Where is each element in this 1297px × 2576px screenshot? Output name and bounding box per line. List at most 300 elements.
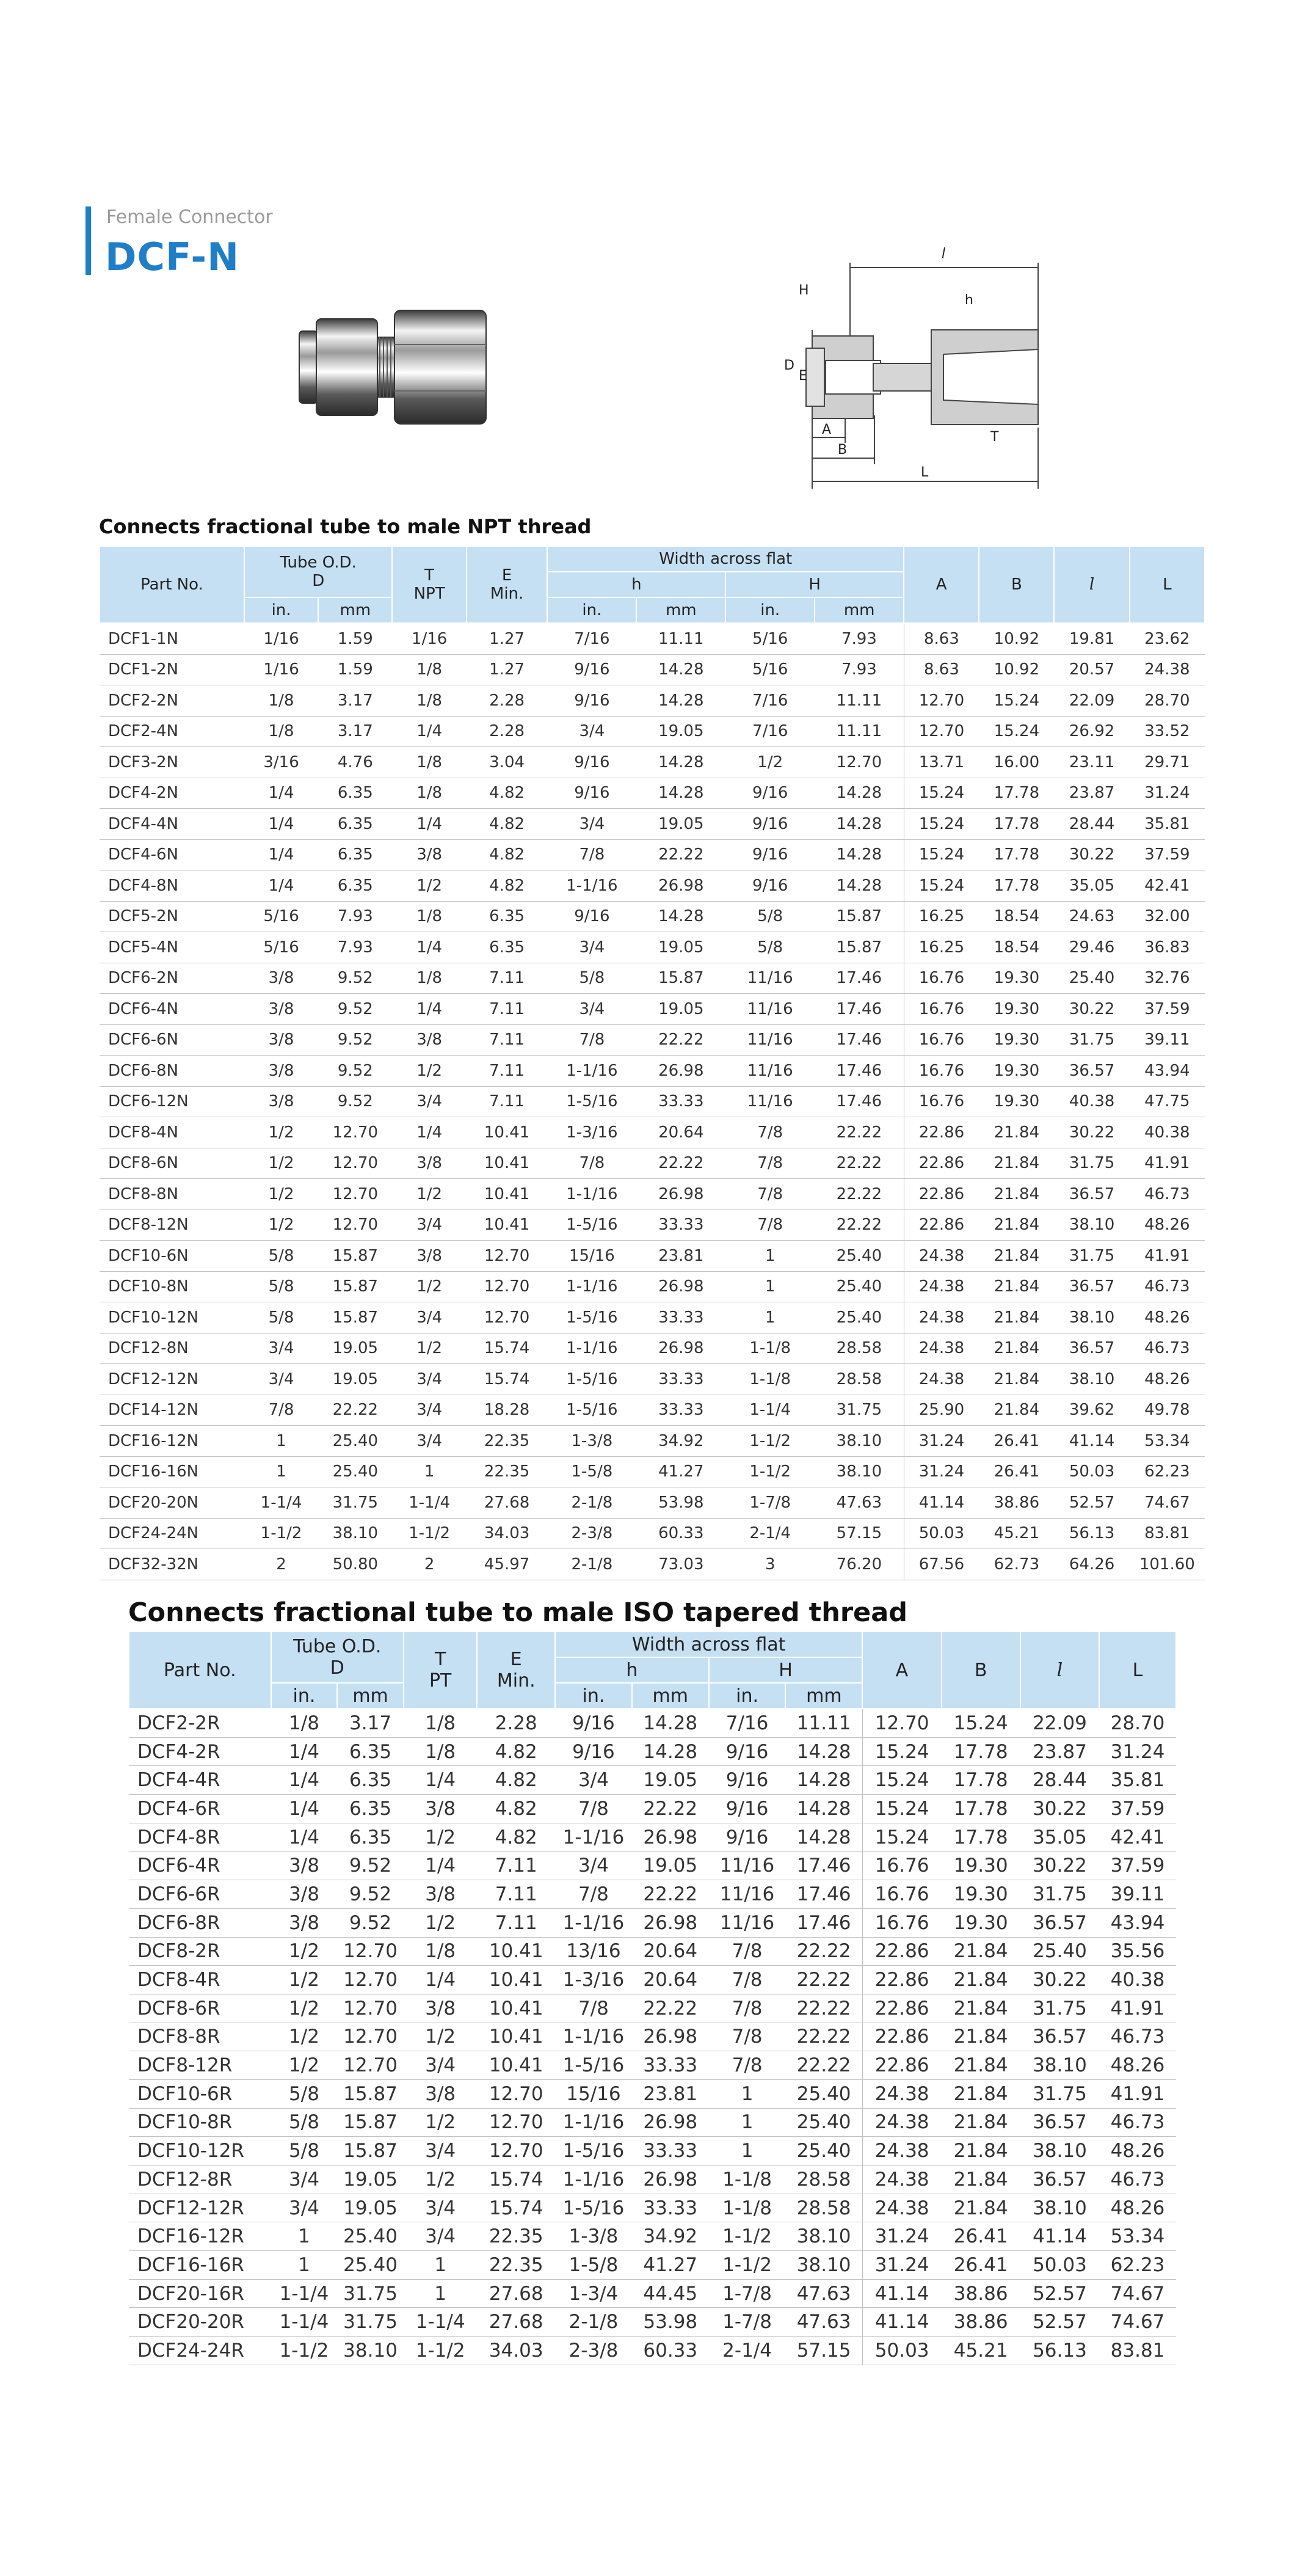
table-row bbox=[100, 1179, 1205, 1210]
table-cell: 23.11 bbox=[1054, 747, 1129, 778]
table-cell: 28.58 bbox=[815, 1364, 904, 1395]
table-cell: 20.64 bbox=[632, 1937, 709, 1966]
table-cell: 45.21 bbox=[942, 2337, 1020, 2365]
table-cell: 1-1/2 bbox=[271, 2337, 338, 2365]
table-cell: 19.05 bbox=[636, 932, 725, 963]
part-number-cell: DCF4-2R bbox=[129, 1737, 271, 1766]
table-cell: 1.59 bbox=[318, 623, 392, 654]
table-cell: 1/4 bbox=[244, 778, 318, 809]
table-cell: 5/16 bbox=[244, 901, 318, 932]
table-cell: 9/16 bbox=[725, 839, 815, 870]
table-cell: 26.41 bbox=[942, 2251, 1020, 2280]
table-cell: 22.86 bbox=[904, 1179, 979, 1210]
table-cell: 1.59 bbox=[318, 654, 392, 685]
table-cell: 38.10 bbox=[1020, 2194, 1099, 2222]
part-number-cell: DCF8-4R bbox=[129, 1966, 271, 1994]
table-cell: 14.28 bbox=[636, 901, 725, 932]
part-number-cell: DCF6-8N bbox=[100, 1056, 244, 1087]
header-width-across-flat: Width across flat bbox=[547, 546, 904, 572]
table-cell: 15.24 bbox=[862, 1795, 941, 1823]
table-cell: 23.87 bbox=[1020, 1737, 1099, 1766]
table-cell: 7/8 bbox=[547, 1148, 636, 1179]
table-cell: 15.87 bbox=[318, 1271, 392, 1302]
table-row bbox=[100, 1056, 1205, 1087]
table-cell: 38.10 bbox=[1054, 1210, 1129, 1241]
table-cell: 5/8 bbox=[271, 2137, 338, 2166]
table-cell: 19.05 bbox=[337, 2194, 404, 2222]
table-cell: 7/8 bbox=[709, 1966, 786, 1994]
table-cell: 25.40 bbox=[815, 1302, 904, 1334]
table-cell: 31.75 bbox=[815, 1395, 904, 1426]
table-cell: 19.05 bbox=[636, 994, 725, 1025]
table-cell: 10.41 bbox=[477, 2051, 555, 2080]
part-number-cell: DCF5-4N bbox=[100, 932, 244, 963]
table-cell: 39.11 bbox=[1099, 1880, 1176, 1909]
table-cell: 3.04 bbox=[467, 747, 548, 778]
table-cell: 7.11 bbox=[467, 963, 548, 994]
table-cell: 12.70 bbox=[337, 2023, 404, 2051]
header-tube-od: Tube O.D. D bbox=[244, 546, 393, 597]
table-cell: 62.73 bbox=[979, 1549, 1054, 1580]
table-cell: 53.98 bbox=[636, 1487, 725, 1519]
table-cell: 3/4 bbox=[271, 2194, 338, 2222]
table-cell: 12.70 bbox=[318, 1148, 392, 1179]
table-cell: 9/16 bbox=[555, 1709, 632, 1737]
table-cell: 11/16 bbox=[709, 1852, 786, 1880]
table-cell: 28.44 bbox=[1054, 809, 1129, 840]
table-cell: 15.24 bbox=[904, 870, 979, 902]
table-cell: 22.22 bbox=[815, 1179, 904, 1210]
table-cell: 2.28 bbox=[467, 685, 548, 717]
diagram-label-L: L bbox=[921, 465, 929, 480]
table-cell: 17.46 bbox=[815, 1086, 904, 1117]
table-cell: 28.70 bbox=[1099, 1709, 1176, 1737]
table-cell: 36.83 bbox=[1130, 932, 1205, 963]
table-cell: 1/2 bbox=[244, 1148, 318, 1179]
table-cell: 1 bbox=[404, 2251, 478, 2280]
table-cell: 76.20 bbox=[815, 1549, 904, 1580]
table-cell: 1-1/8 bbox=[725, 1364, 815, 1395]
table-cell: 28.58 bbox=[815, 1333, 904, 1364]
part-number-cell: DCF8-8N bbox=[100, 1179, 244, 1210]
table-cell: 48.26 bbox=[1130, 1364, 1205, 1395]
table-cell: 4.82 bbox=[477, 1766, 555, 1795]
table-cell: 1/4 bbox=[392, 716, 466, 747]
table-cell: 3/4 bbox=[555, 1766, 632, 1795]
table-cell: 4.82 bbox=[467, 809, 548, 840]
table-cell: 1/2 bbox=[404, 2166, 478, 2194]
table-cell: 41.27 bbox=[632, 2251, 709, 2280]
table-cell: 1 bbox=[271, 2222, 338, 2251]
part-number-cell: DCF4-4R bbox=[129, 1766, 271, 1795]
table-cell: 7.11 bbox=[477, 1852, 555, 1880]
table-cell: 23.62 bbox=[1130, 623, 1205, 654]
table-cell: 15.24 bbox=[979, 716, 1054, 747]
header-e-min: E Min. bbox=[477, 1632, 555, 1709]
table-cell: 22.22 bbox=[632, 1880, 709, 1909]
part-number-cell: DCF24-24R bbox=[129, 2337, 271, 2365]
table-cell: 7/16 bbox=[709, 1709, 786, 1737]
table-row bbox=[129, 1766, 1176, 1795]
title-accent-bar bbox=[85, 206, 91, 275]
table-cell: 1-1/16 bbox=[547, 1179, 636, 1210]
iso-spec-table bbox=[128, 1631, 1177, 2365]
table-cell: 74.67 bbox=[1130, 1487, 1205, 1519]
table-cell: 19.30 bbox=[979, 1086, 1054, 1117]
table-cell: 26.98 bbox=[632, 2108, 709, 2137]
table-cell: 30.22 bbox=[1020, 1852, 1099, 1880]
part-number-cell: DCF20-16R bbox=[129, 2279, 271, 2308]
table-cell: 38.10 bbox=[1054, 1364, 1129, 1395]
table-cell: 19.05 bbox=[632, 1766, 709, 1795]
table-cell: 1/4 bbox=[271, 1737, 338, 1766]
table-cell: 26.41 bbox=[942, 2222, 1020, 2251]
table-cell: 19.30 bbox=[942, 1908, 1020, 1937]
table-cell: 19.30 bbox=[942, 1852, 1020, 1880]
table-cell: 18.54 bbox=[979, 901, 1054, 932]
table-cell: 1/8 bbox=[392, 654, 466, 685]
table-cell: 38.10 bbox=[785, 2222, 862, 2251]
table-cell: 1-1/4 bbox=[404, 2308, 478, 2337]
table-cell: 1/4 bbox=[392, 994, 466, 1025]
table-row bbox=[129, 2251, 1176, 2280]
table-cell: 1/2 bbox=[404, 2023, 478, 2051]
table-row bbox=[129, 2023, 1176, 2051]
table-cell: 25.40 bbox=[1054, 963, 1129, 994]
table-row bbox=[100, 932, 1205, 963]
table-cell: 1-1/16 bbox=[547, 870, 636, 902]
table-cell: 16.76 bbox=[904, 1024, 979, 1056]
table-cell: 6.35 bbox=[318, 809, 392, 840]
table-cell: 1.27 bbox=[467, 623, 548, 654]
table-cell: 26.98 bbox=[636, 1179, 725, 1210]
table-cell: 6.35 bbox=[318, 839, 392, 870]
table-cell: 14.28 bbox=[632, 1709, 709, 1737]
table-cell: 48.26 bbox=[1130, 1210, 1205, 1241]
table-cell: 21.84 bbox=[979, 1302, 1054, 1334]
table-cell: 22.86 bbox=[862, 1966, 941, 1994]
table-cell: 47.63 bbox=[785, 2279, 862, 2308]
table-cell: 12.70 bbox=[467, 1271, 548, 1302]
table-cell: 30.22 bbox=[1020, 1966, 1099, 1994]
table-cell: 33.33 bbox=[636, 1364, 725, 1395]
table-cell: 62.23 bbox=[1099, 2251, 1176, 2280]
table-cell: 41.14 bbox=[904, 1487, 979, 1519]
table-cell: 15.24 bbox=[942, 1709, 1020, 1737]
table-cell: 22.22 bbox=[815, 1210, 904, 1241]
table-cell: 3/8 bbox=[404, 1880, 478, 1909]
part-number-cell: DCF3-2N bbox=[100, 747, 244, 778]
table-cell: 1-1/8 bbox=[709, 2166, 786, 2194]
table-row bbox=[129, 2337, 1176, 2365]
table-cell: 33.33 bbox=[636, 1210, 725, 1241]
table-cell: 31.24 bbox=[862, 2222, 941, 2251]
table-cell: 1-3/16 bbox=[555, 1966, 632, 1994]
part-number-cell: DCF12-8R bbox=[129, 2166, 271, 2194]
table-cell: 16.00 bbox=[979, 747, 1054, 778]
table-cell: 7.11 bbox=[467, 994, 548, 1025]
table-cell: 9/16 bbox=[725, 870, 815, 902]
dimension-diagram bbox=[769, 244, 1050, 495]
table-cell: 1/2 bbox=[244, 1210, 318, 1241]
table-cell: 22.09 bbox=[1054, 685, 1129, 717]
table-cell: 19.05 bbox=[318, 1333, 392, 1364]
table-cell: 1/4 bbox=[404, 1852, 478, 1880]
table-cell: 29.46 bbox=[1054, 932, 1129, 963]
table-cell: 5/16 bbox=[244, 932, 318, 963]
diagram-label-A: A bbox=[822, 422, 832, 437]
table-cell: 36.57 bbox=[1054, 1056, 1129, 1087]
table-cell: 17.46 bbox=[815, 963, 904, 994]
part-number-cell: DCF14-12N bbox=[100, 1395, 244, 1426]
table-cell: 4.76 bbox=[318, 747, 392, 778]
table-cell: 22.35 bbox=[477, 2251, 555, 2280]
table-cell: 2-1/8 bbox=[547, 1549, 636, 1580]
table-cell: 17.46 bbox=[785, 1852, 862, 1880]
table-cell: 52.57 bbox=[1054, 1487, 1129, 1519]
table-row bbox=[100, 809, 1205, 840]
table-cell: 24.63 bbox=[1054, 901, 1129, 932]
table-cell: 22.35 bbox=[467, 1456, 548, 1487]
table-cell: 1/8 bbox=[392, 778, 466, 809]
table-cell: 21.84 bbox=[942, 2079, 1020, 2108]
table-cell: 3/4 bbox=[392, 1395, 466, 1426]
table-cell: 4.82 bbox=[477, 1795, 555, 1823]
table-cell: 48.26 bbox=[1099, 2137, 1176, 2166]
table-row bbox=[100, 1302, 1205, 1334]
table-cell: 46.73 bbox=[1099, 2108, 1176, 2137]
table-cell: 21.84 bbox=[979, 1364, 1054, 1395]
table-cell: 3/8 bbox=[244, 1056, 318, 1087]
table-cell: 13.71 bbox=[904, 747, 979, 778]
table-cell: 1/16 bbox=[244, 623, 318, 654]
table-cell: 50.03 bbox=[1020, 2251, 1099, 2280]
table-cell: 1-5/16 bbox=[555, 2051, 632, 2080]
table-cell: 22.86 bbox=[862, 1994, 941, 2023]
table-row bbox=[100, 1024, 1205, 1056]
table-cell: 9/16 bbox=[547, 685, 636, 717]
table-cell: 39.11 bbox=[1130, 1024, 1205, 1056]
table-cell: 3.17 bbox=[318, 685, 392, 717]
table-cell: 7.93 bbox=[815, 654, 904, 685]
table-cell: 21.84 bbox=[942, 1966, 1020, 1994]
table-cell: 23.81 bbox=[636, 1241, 725, 1272]
table-cell: 25.90 bbox=[904, 1395, 979, 1426]
table-cell: 31.75 bbox=[337, 2308, 404, 2337]
table-cell: 11/16 bbox=[725, 1056, 815, 1087]
table-cell: 16.76 bbox=[904, 994, 979, 1025]
table-cell: 1-1/4 bbox=[725, 1395, 815, 1426]
header-unit-mm: mm bbox=[318, 597, 392, 623]
table-cell: 3/8 bbox=[244, 994, 318, 1025]
table-cell: 19.05 bbox=[337, 2166, 404, 2194]
table-cell: 1-1/16 bbox=[547, 1271, 636, 1302]
table-cell: 36.57 bbox=[1020, 1908, 1099, 1937]
table-cell: 16.76 bbox=[862, 1908, 941, 1937]
table-cell: 41.14 bbox=[1020, 2222, 1099, 2251]
table-cell: 1-1/2 bbox=[725, 1456, 815, 1487]
table-cell: 5/8 bbox=[725, 932, 815, 963]
part-number-cell: DCF10-8R bbox=[129, 2108, 271, 2137]
table-cell: 9/16 bbox=[547, 654, 636, 685]
table-cell: 10.41 bbox=[477, 2023, 555, 2051]
table-cell: 33.33 bbox=[636, 1395, 725, 1426]
table-cell: 1/8 bbox=[392, 747, 466, 778]
table-cell: 22.22 bbox=[632, 1795, 709, 1823]
table-cell: 26.92 bbox=[1054, 716, 1129, 747]
table-cell: 2-3/8 bbox=[547, 1518, 636, 1549]
table-cell: 1/2 bbox=[271, 1994, 338, 2023]
table-cell: 10.41 bbox=[467, 1210, 548, 1241]
table-cell: 9.52 bbox=[318, 963, 392, 994]
table-cell: 26.98 bbox=[636, 1056, 725, 1087]
table-cell: 1/8 bbox=[392, 963, 466, 994]
table-cell: 34.92 bbox=[636, 1426, 725, 1457]
table-cell: 22.22 bbox=[785, 2051, 862, 2080]
table-cell: 10.41 bbox=[477, 1994, 555, 2023]
diagram-label-H: H bbox=[799, 283, 809, 298]
table-cell: 38.10 bbox=[1020, 2051, 1099, 2080]
part-number-cell: DCF32-32N bbox=[100, 1549, 244, 1580]
table-cell: 3/8 bbox=[404, 2079, 478, 2108]
table-cell: 26.41 bbox=[979, 1426, 1054, 1457]
table-cell: 1.27 bbox=[467, 654, 548, 685]
table-cell: 9/16 bbox=[547, 901, 636, 932]
table-cell: 1 bbox=[725, 1241, 815, 1272]
table-cell: 2.28 bbox=[467, 716, 548, 747]
table-cell: 1-5/16 bbox=[547, 1395, 636, 1426]
table-cell: 9/16 bbox=[709, 1737, 786, 1766]
table-cell: 1/8 bbox=[271, 1709, 338, 1737]
table-cell: 39.62 bbox=[1054, 1395, 1129, 1426]
part-number-cell: DCF24-24N bbox=[100, 1518, 244, 1549]
table-cell: 41.91 bbox=[1099, 2079, 1176, 2108]
table-cell: 24.38 bbox=[904, 1241, 979, 1272]
table-cell: 12.70 bbox=[904, 685, 979, 717]
table-cell: 48.26 bbox=[1099, 2051, 1176, 2080]
table-cell: 15.87 bbox=[815, 932, 904, 963]
table-cell: 9.52 bbox=[318, 994, 392, 1025]
header-tube-od: Tube O.D. D bbox=[271, 1632, 404, 1683]
table-cell: 3/4 bbox=[547, 932, 636, 963]
table-cell: 21.84 bbox=[979, 1179, 1054, 1210]
table-cell: 12.70 bbox=[467, 1302, 548, 1334]
table-cell: 33.33 bbox=[632, 2051, 709, 2080]
table-cell: 1-5/16 bbox=[555, 2137, 632, 2166]
table-cell: 17.46 bbox=[815, 1024, 904, 1056]
table-cell: 12.70 bbox=[337, 1937, 404, 1966]
table-cell: 7/8 bbox=[725, 1210, 815, 1241]
table-cell: 5/8 bbox=[547, 963, 636, 994]
table-cell: 1-1/2 bbox=[392, 1518, 466, 1549]
table-cell: 53.98 bbox=[632, 2308, 709, 2337]
table-cell: 101.60 bbox=[1130, 1549, 1205, 1580]
table-cell: 3/8 bbox=[271, 1880, 338, 1909]
table-cell: 1/4 bbox=[244, 839, 318, 870]
table-cell: 1-1/2 bbox=[709, 2251, 786, 2280]
header-thread: T NPT bbox=[392, 546, 466, 623]
table-cell: 35.05 bbox=[1020, 1823, 1099, 1852]
table-cell: 1-1/16 bbox=[555, 2166, 632, 2194]
part-number-cell: DCF6-4R bbox=[129, 1852, 271, 1880]
table-cell: 9/16 bbox=[709, 1823, 786, 1852]
table-cell: 12.70 bbox=[477, 2108, 555, 2137]
table-cell: 21.84 bbox=[942, 1994, 1020, 2023]
table-cell: 34.03 bbox=[477, 2337, 555, 2365]
table-cell: 1/8 bbox=[404, 1937, 478, 1966]
table-cell: 1/8 bbox=[392, 901, 466, 932]
table-cell: 15.24 bbox=[862, 1766, 941, 1795]
table-cell: 1/8 bbox=[404, 1709, 478, 1737]
table-cell: 42.41 bbox=[1130, 870, 1205, 902]
table-cell: 22.22 bbox=[785, 1937, 862, 1966]
header-unit-mm: mm bbox=[636, 597, 725, 623]
header-h-small: h bbox=[555, 1657, 709, 1683]
table-cell: 15.74 bbox=[477, 2194, 555, 2222]
table-cell: 6.35 bbox=[337, 1766, 404, 1795]
table-row bbox=[100, 778, 1205, 809]
table-cell: 3/4 bbox=[392, 1302, 466, 1334]
table-cell: 1-1/16 bbox=[547, 1056, 636, 1087]
header-unit-in: in. bbox=[547, 597, 636, 623]
table-cell: 25.40 bbox=[337, 2251, 404, 2280]
table-cell: 27.68 bbox=[477, 2308, 555, 2337]
table-cell: 46.73 bbox=[1099, 2023, 1176, 2051]
part-number-cell: DCF12-8N bbox=[100, 1333, 244, 1364]
table-row bbox=[129, 2079, 1176, 2108]
table-cell: 19.30 bbox=[979, 963, 1054, 994]
table-cell: 17.46 bbox=[815, 1056, 904, 1087]
table-cell: 25.40 bbox=[1020, 1937, 1099, 1966]
table-cell: 1-1/4 bbox=[271, 2279, 338, 2308]
table-cell: 4.82 bbox=[477, 1737, 555, 1766]
header-unit-in: in. bbox=[725, 597, 815, 623]
table-cell: 1-1/16 bbox=[555, 2023, 632, 2051]
table-cell: 3/8 bbox=[404, 1795, 478, 1823]
table-cell: 3/4 bbox=[392, 1210, 466, 1241]
table-cell: 3/4 bbox=[547, 809, 636, 840]
part-number-cell: DCF16-12N bbox=[100, 1426, 244, 1457]
table-row bbox=[100, 839, 1205, 870]
table-cell: 3/8 bbox=[244, 1024, 318, 1056]
table-cell: 14.28 bbox=[785, 1795, 862, 1823]
table-cell: 5/16 bbox=[725, 654, 815, 685]
table-cell: 28.58 bbox=[785, 2166, 862, 2194]
table-cell: 10.41 bbox=[477, 1966, 555, 1994]
table-row bbox=[129, 1880, 1176, 1909]
table-cell: 24.38 bbox=[904, 1333, 979, 1364]
table-cell: 33.33 bbox=[636, 1086, 725, 1117]
table-cell: 1/2 bbox=[244, 1117, 318, 1148]
table-cell: 15.87 bbox=[337, 2137, 404, 2166]
table-cell: 9/16 bbox=[555, 1737, 632, 1766]
table-cell: 15.24 bbox=[862, 1737, 941, 1766]
table-cell: 3/8 bbox=[271, 1852, 338, 1880]
table-cell: 37.59 bbox=[1130, 994, 1205, 1025]
table-row bbox=[100, 1241, 1205, 1272]
table-cell: 7.11 bbox=[467, 1024, 548, 1056]
table-cell: 1/4 bbox=[244, 809, 318, 840]
table-cell: 10.92 bbox=[979, 623, 1054, 654]
table-cell: 1-1/16 bbox=[555, 1908, 632, 1937]
table-cell: 16.76 bbox=[904, 963, 979, 994]
table-cell: 1/4 bbox=[392, 1117, 466, 1148]
table-cell: 26.41 bbox=[979, 1456, 1054, 1487]
table-cell: 74.67 bbox=[1099, 2308, 1176, 2337]
table-cell: 1/2 bbox=[725, 747, 815, 778]
table-cell: 10.41 bbox=[467, 1179, 548, 1210]
table-cell: 37.59 bbox=[1099, 1795, 1176, 1823]
